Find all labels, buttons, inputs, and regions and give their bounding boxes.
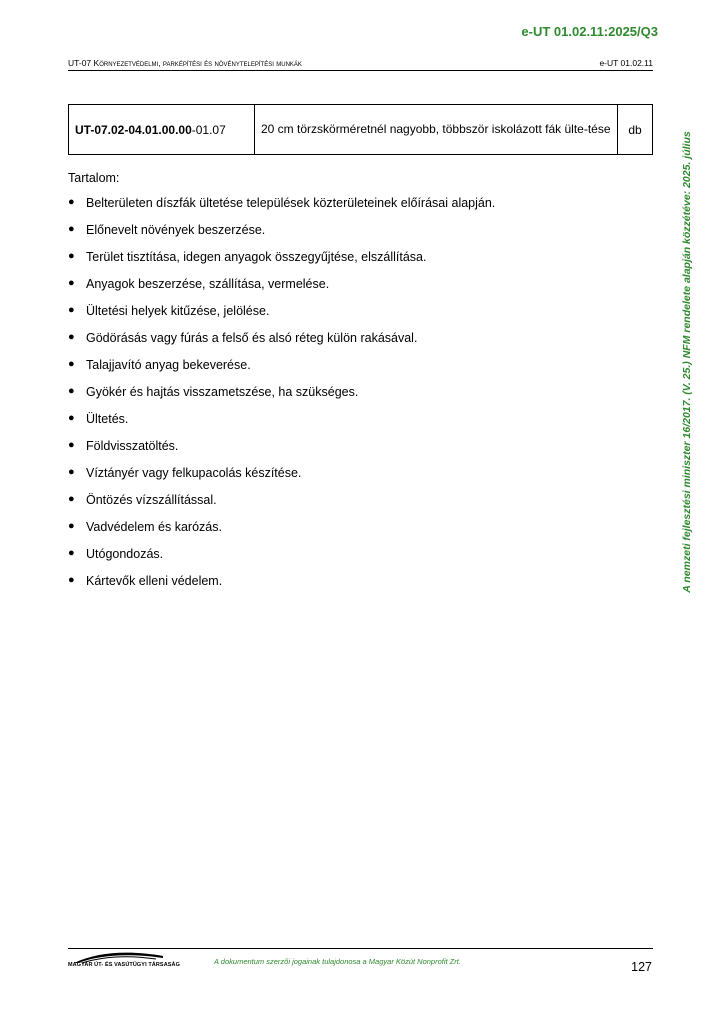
bullet-dot-icon: ● bbox=[68, 547, 75, 559]
item-description: 20 cm törzskörméretnél nagyobb, többször iskolázott fák ülte-tése bbox=[255, 105, 618, 155]
page-number: 127 bbox=[631, 960, 652, 974]
bullet-text: Előnevelt növények beszerzése. bbox=[86, 223, 266, 237]
bullet-text: Ültetési helyek kitűzése, jelölése. bbox=[86, 304, 270, 318]
item-table bbox=[68, 104, 653, 155]
header-chapter-title bbox=[68, 58, 302, 68]
bullet-dot-icon: ● bbox=[68, 574, 75, 586]
bullet-dot-icon: ● bbox=[68, 520, 75, 532]
bullet-dot-icon: ● bbox=[68, 250, 75, 262]
bullet-item bbox=[68, 196, 628, 223]
bullet-dot-icon: ● bbox=[68, 412, 75, 424]
bullet-item bbox=[68, 466, 628, 493]
footer-divider bbox=[68, 948, 653, 949]
bullet-text: Gyökér és hajtás visszametszése, ha szükséges. bbox=[86, 385, 359, 399]
running-header bbox=[68, 58, 653, 71]
bullet-dot-icon: ● bbox=[68, 277, 75, 289]
item-row bbox=[69, 105, 653, 155]
item-code-cell bbox=[69, 105, 255, 155]
item-code-bold: UT-07.02-04.01.00.00 bbox=[75, 122, 192, 137]
bullet-text: Utógondozás. bbox=[86, 547, 164, 561]
header-chapter-prefix: UT-07 K bbox=[68, 58, 100, 68]
header-chapter-smallcaps: örnyezetvédelmi, parképítési és növénytelepítési munkák bbox=[99, 58, 302, 68]
bullet-dot-icon: ● bbox=[68, 385, 75, 397]
content-bullet-list bbox=[68, 196, 628, 601]
bullet-dot-icon: ● bbox=[68, 439, 75, 451]
item-unit: db bbox=[618, 105, 653, 155]
bullet-dot-icon: ● bbox=[68, 358, 75, 370]
bullet-item bbox=[68, 223, 628, 250]
bullet-item bbox=[68, 574, 628, 601]
bullet-dot-icon: ● bbox=[68, 304, 75, 316]
bullet-item bbox=[68, 277, 628, 304]
bullet-text: Öntözés vízszállítással. bbox=[86, 493, 217, 507]
bullet-dot-icon: ● bbox=[68, 196, 75, 208]
bullet-item bbox=[68, 520, 628, 547]
bullet-text: Vadvédelem és karózás. bbox=[86, 520, 222, 534]
header-standard-code: e-UT 01.02.11 bbox=[599, 58, 653, 68]
bullet-text: Földvisszatöltés. bbox=[86, 439, 179, 453]
bullet-item bbox=[68, 412, 628, 439]
bullet-dot-icon: ● bbox=[68, 466, 75, 478]
bullet-item bbox=[68, 547, 628, 574]
bullet-item bbox=[68, 493, 628, 520]
bullet-item bbox=[68, 439, 628, 466]
bullet-dot-icon: ● bbox=[68, 331, 75, 343]
document-code: e-UT 01.02.11:2025/Q3 bbox=[521, 24, 658, 39]
bullet-text: Terület tisztítása, idegen anyagok összegyűjtése, elszállítása. bbox=[86, 250, 427, 264]
bullet-item bbox=[68, 358, 628, 385]
bullet-text: Kártevők elleni védelem. bbox=[86, 574, 223, 588]
society-logo-text: MAGYAR ÚT- ÉS VASÚTÜGYI TÁRSASÁG bbox=[68, 962, 180, 968]
bullet-text: Anyagok beszerzése, szállítása, vermelése. bbox=[86, 277, 330, 291]
bullet-text: Ültetés. bbox=[86, 412, 129, 426]
bullet-item bbox=[68, 304, 628, 331]
content-label: Tartalom: bbox=[68, 171, 120, 185]
bullet-dot-icon: ● bbox=[68, 223, 75, 235]
bullet-text: Gödörásás vagy fúrás a felső és alsó réteg külön rakásával. bbox=[86, 331, 418, 345]
bullet-text: Belterületen díszfák ültetése települések közterületeinek előírásai alapján. bbox=[86, 196, 496, 210]
bullet-dot-icon: ● bbox=[68, 493, 75, 505]
bullet-text: Víztányér vagy felkupacolás készítése. bbox=[86, 466, 302, 480]
bullet-item bbox=[68, 385, 628, 412]
side-publication-note: A nemzeti fejlesztési miniszter 16/2017. (V. 25.) NFM rendelete alapján közzétéve: 2025. július bbox=[681, 131, 693, 593]
bullet-item bbox=[68, 250, 628, 277]
bullet-text: Talajjavító anyag bekeverése. bbox=[86, 358, 251, 372]
bullet-item bbox=[68, 331, 628, 358]
item-code-suffix: -01.07 bbox=[191, 122, 226, 137]
copyright-note: A dokumentum szerzői jogainak tulajdonosa a Magyar Közút Nonprofit Zrt. bbox=[214, 957, 461, 966]
